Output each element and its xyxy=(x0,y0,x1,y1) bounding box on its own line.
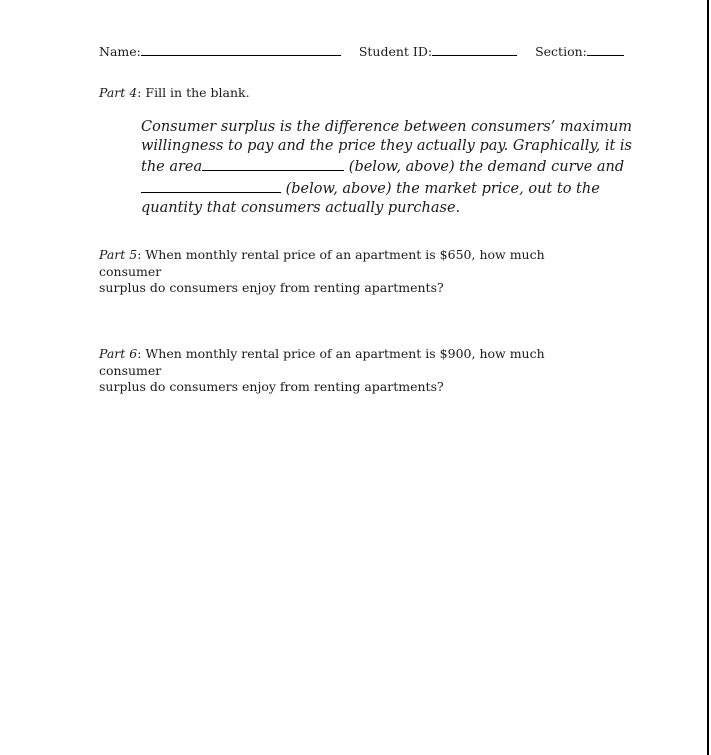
part4-line-3 xyxy=(141,156,625,177)
student-id-field xyxy=(359,43,517,60)
part4-line-4-suffix: (below, above) the market price, out to the xyxy=(285,180,600,197)
part5-line-2: surplus do consumers enjoy from renting apartments? xyxy=(99,280,444,295)
part4-label: Part 4 xyxy=(99,85,138,100)
part5-label: Part 5 xyxy=(99,247,138,262)
part4-line-5: quantity that consumers actually purchase. xyxy=(141,199,461,216)
part4-blank-1[interactable] xyxy=(202,156,344,171)
section-field xyxy=(535,43,624,60)
part6-line-2: surplus do consumers enjoy from renting apartments? xyxy=(99,379,444,394)
header-row xyxy=(99,43,624,60)
name-blank[interactable] xyxy=(141,43,341,56)
part5-question xyxy=(99,247,599,297)
part6-line-1: : When monthly rental price of an apartment is $900, how much consumer xyxy=(99,346,545,378)
part5-line-1: : When monthly rental price of an apartment is $650, how much consumer xyxy=(99,247,545,279)
part4-line-2: willingness to pay and the price they actually pay. Graphically, it is xyxy=(141,138,632,155)
part4-blank-2[interactable] xyxy=(141,178,281,193)
part4-instruction: : Fill in the blank. xyxy=(137,85,250,100)
name-field xyxy=(99,43,341,60)
part4-line-3-prefix: the area xyxy=(141,159,203,176)
part4-heading xyxy=(99,85,250,101)
part6-label: Part 6 xyxy=(99,346,138,361)
part4-line-4 xyxy=(141,178,611,199)
part4-line-1: Consumer surplus is the difference between consumers’ maximum xyxy=(141,119,632,135)
part4-line-3-suffix: (below, above) the demand curve and xyxy=(348,159,625,176)
student-id-blank[interactable] xyxy=(432,43,517,56)
student-id-label: Student ID: xyxy=(358,44,433,59)
section-label: Section: xyxy=(535,44,587,59)
name-label: Name: xyxy=(99,44,141,59)
section-blank[interactable] xyxy=(587,43,624,56)
part4-fill-in-paragraph xyxy=(141,118,632,218)
part6-question xyxy=(99,346,599,396)
